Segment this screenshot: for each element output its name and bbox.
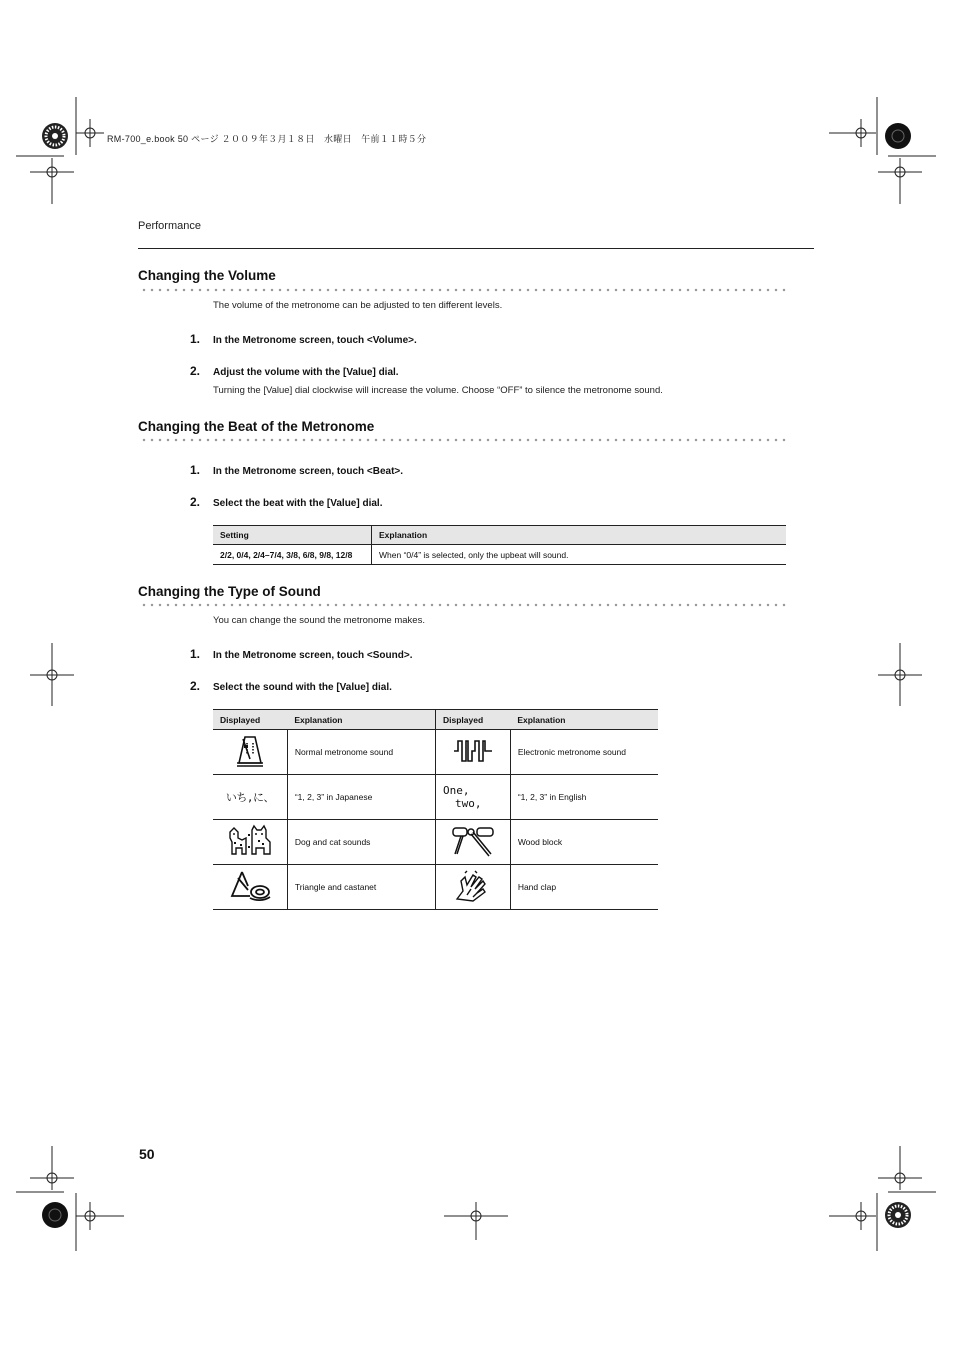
volume-intro: The volume of the metronome can be adjusted to ten different levels. (213, 300, 503, 311)
step-text: Select the beat with the [Value] dial. (213, 498, 383, 509)
table-cell (435, 730, 510, 775)
table-cell: “1, 2, 3” in Japanese (287, 775, 435, 820)
step-text: In the Metronome screen, touch <Sound>. (213, 650, 413, 661)
beat-step-1 (190, 463, 403, 477)
table-row (213, 545, 786, 565)
step-number: 2. (190, 495, 201, 509)
file-meta-header: RM-700_e.book 50 ページ ２００９年３月１８日 水曜日 午前１１時５分 (107, 134, 427, 144)
step-text: In the Metronome screen, touch <Volume>. (213, 335, 417, 346)
table-header-row (213, 526, 786, 545)
table-cell: Normal metronome sound (287, 730, 435, 775)
table-row (213, 865, 658, 910)
metronome-icon (235, 735, 265, 767)
electronic-wave-icon (453, 738, 493, 764)
table-cell: Triangle and castanet (287, 865, 435, 910)
volume-step-2 (190, 364, 399, 378)
table-row (213, 820, 658, 865)
dotted-divider (140, 438, 790, 442)
wood-block-icon (451, 824, 495, 858)
table-header: Displayed (213, 710, 287, 730)
table-header: Displayed (435, 710, 510, 730)
beat-step-2 (190, 495, 382, 509)
volume-step-2-note: Turning the [Value] dial clockwise will increase the volume. Choose “OFF” to silence the metronome sound. (213, 385, 663, 396)
table-row (213, 730, 658, 775)
step-text: In the Metronome screen, touch <Beat>. (213, 466, 404, 477)
table-cell (435, 865, 510, 910)
table-header: Explanation (510, 710, 658, 730)
beat-settings-table (213, 525, 786, 565)
step-number: 1. (190, 332, 201, 346)
table-header: Explanation (287, 710, 435, 730)
table-cell: Dog and cat sounds (287, 820, 435, 865)
section-title-beat: Changing the Beat of the Metronome (138, 419, 375, 434)
table-cell: Wood block (510, 820, 658, 865)
ichi-ni-text-icon: いち,に、 (225, 791, 274, 804)
table-cell: 2/2, 0/4, 2/4–7/4, 3/8, 6/8, 9/8, 12/8 (213, 545, 372, 565)
step-number: 2. (190, 364, 201, 378)
dog-cat-icon (228, 824, 272, 858)
table-cell (213, 865, 287, 910)
sound-intro: You can change the sound the metronome makes. (213, 615, 425, 626)
one-two-text-icon (443, 784, 503, 810)
one-text: One, (442, 784, 470, 797)
table-cell (435, 775, 510, 820)
table-header-row (213, 710, 658, 730)
table-cell (213, 730, 287, 775)
header-rule (138, 248, 814, 249)
step-number: 1. (190, 647, 201, 661)
table-header: Explanation (372, 526, 787, 545)
section-title-volume: Changing the Volume (138, 268, 276, 283)
table-cell (435, 820, 510, 865)
table-row (213, 775, 658, 820)
table-cell: Electronic metronome sound (510, 730, 658, 775)
sound-step-2 (190, 679, 392, 693)
dotted-divider (140, 603, 790, 607)
step-number: 1. (190, 463, 201, 477)
table-cell: Hand clap (510, 865, 658, 910)
step-text: Adjust the volume with the [Value] dial. (213, 367, 399, 378)
page-number: 50 (139, 1146, 155, 1162)
two-text: two, (454, 797, 482, 810)
section-title-sound: Changing the Type of Sound (138, 584, 321, 599)
table-cell (213, 820, 287, 865)
hand-clap-icon (453, 869, 493, 903)
dotted-divider (140, 288, 790, 292)
step-text: Select the sound with the [Value] dial. (213, 682, 392, 693)
table-cell: When “0/4” is selected, only the upbeat will sound. (372, 545, 787, 565)
step-number: 2. (190, 679, 201, 693)
table-cell: “1, 2, 3” in English (510, 775, 658, 820)
triangle-castanet-icon (228, 870, 272, 902)
sound-types-table (213, 709, 658, 910)
table-cell (213, 775, 287, 820)
table-header: Setting (213, 526, 372, 545)
sound-step-1 (190, 647, 412, 661)
volume-step-1 (190, 332, 417, 346)
running-head: Performance (138, 220, 201, 232)
